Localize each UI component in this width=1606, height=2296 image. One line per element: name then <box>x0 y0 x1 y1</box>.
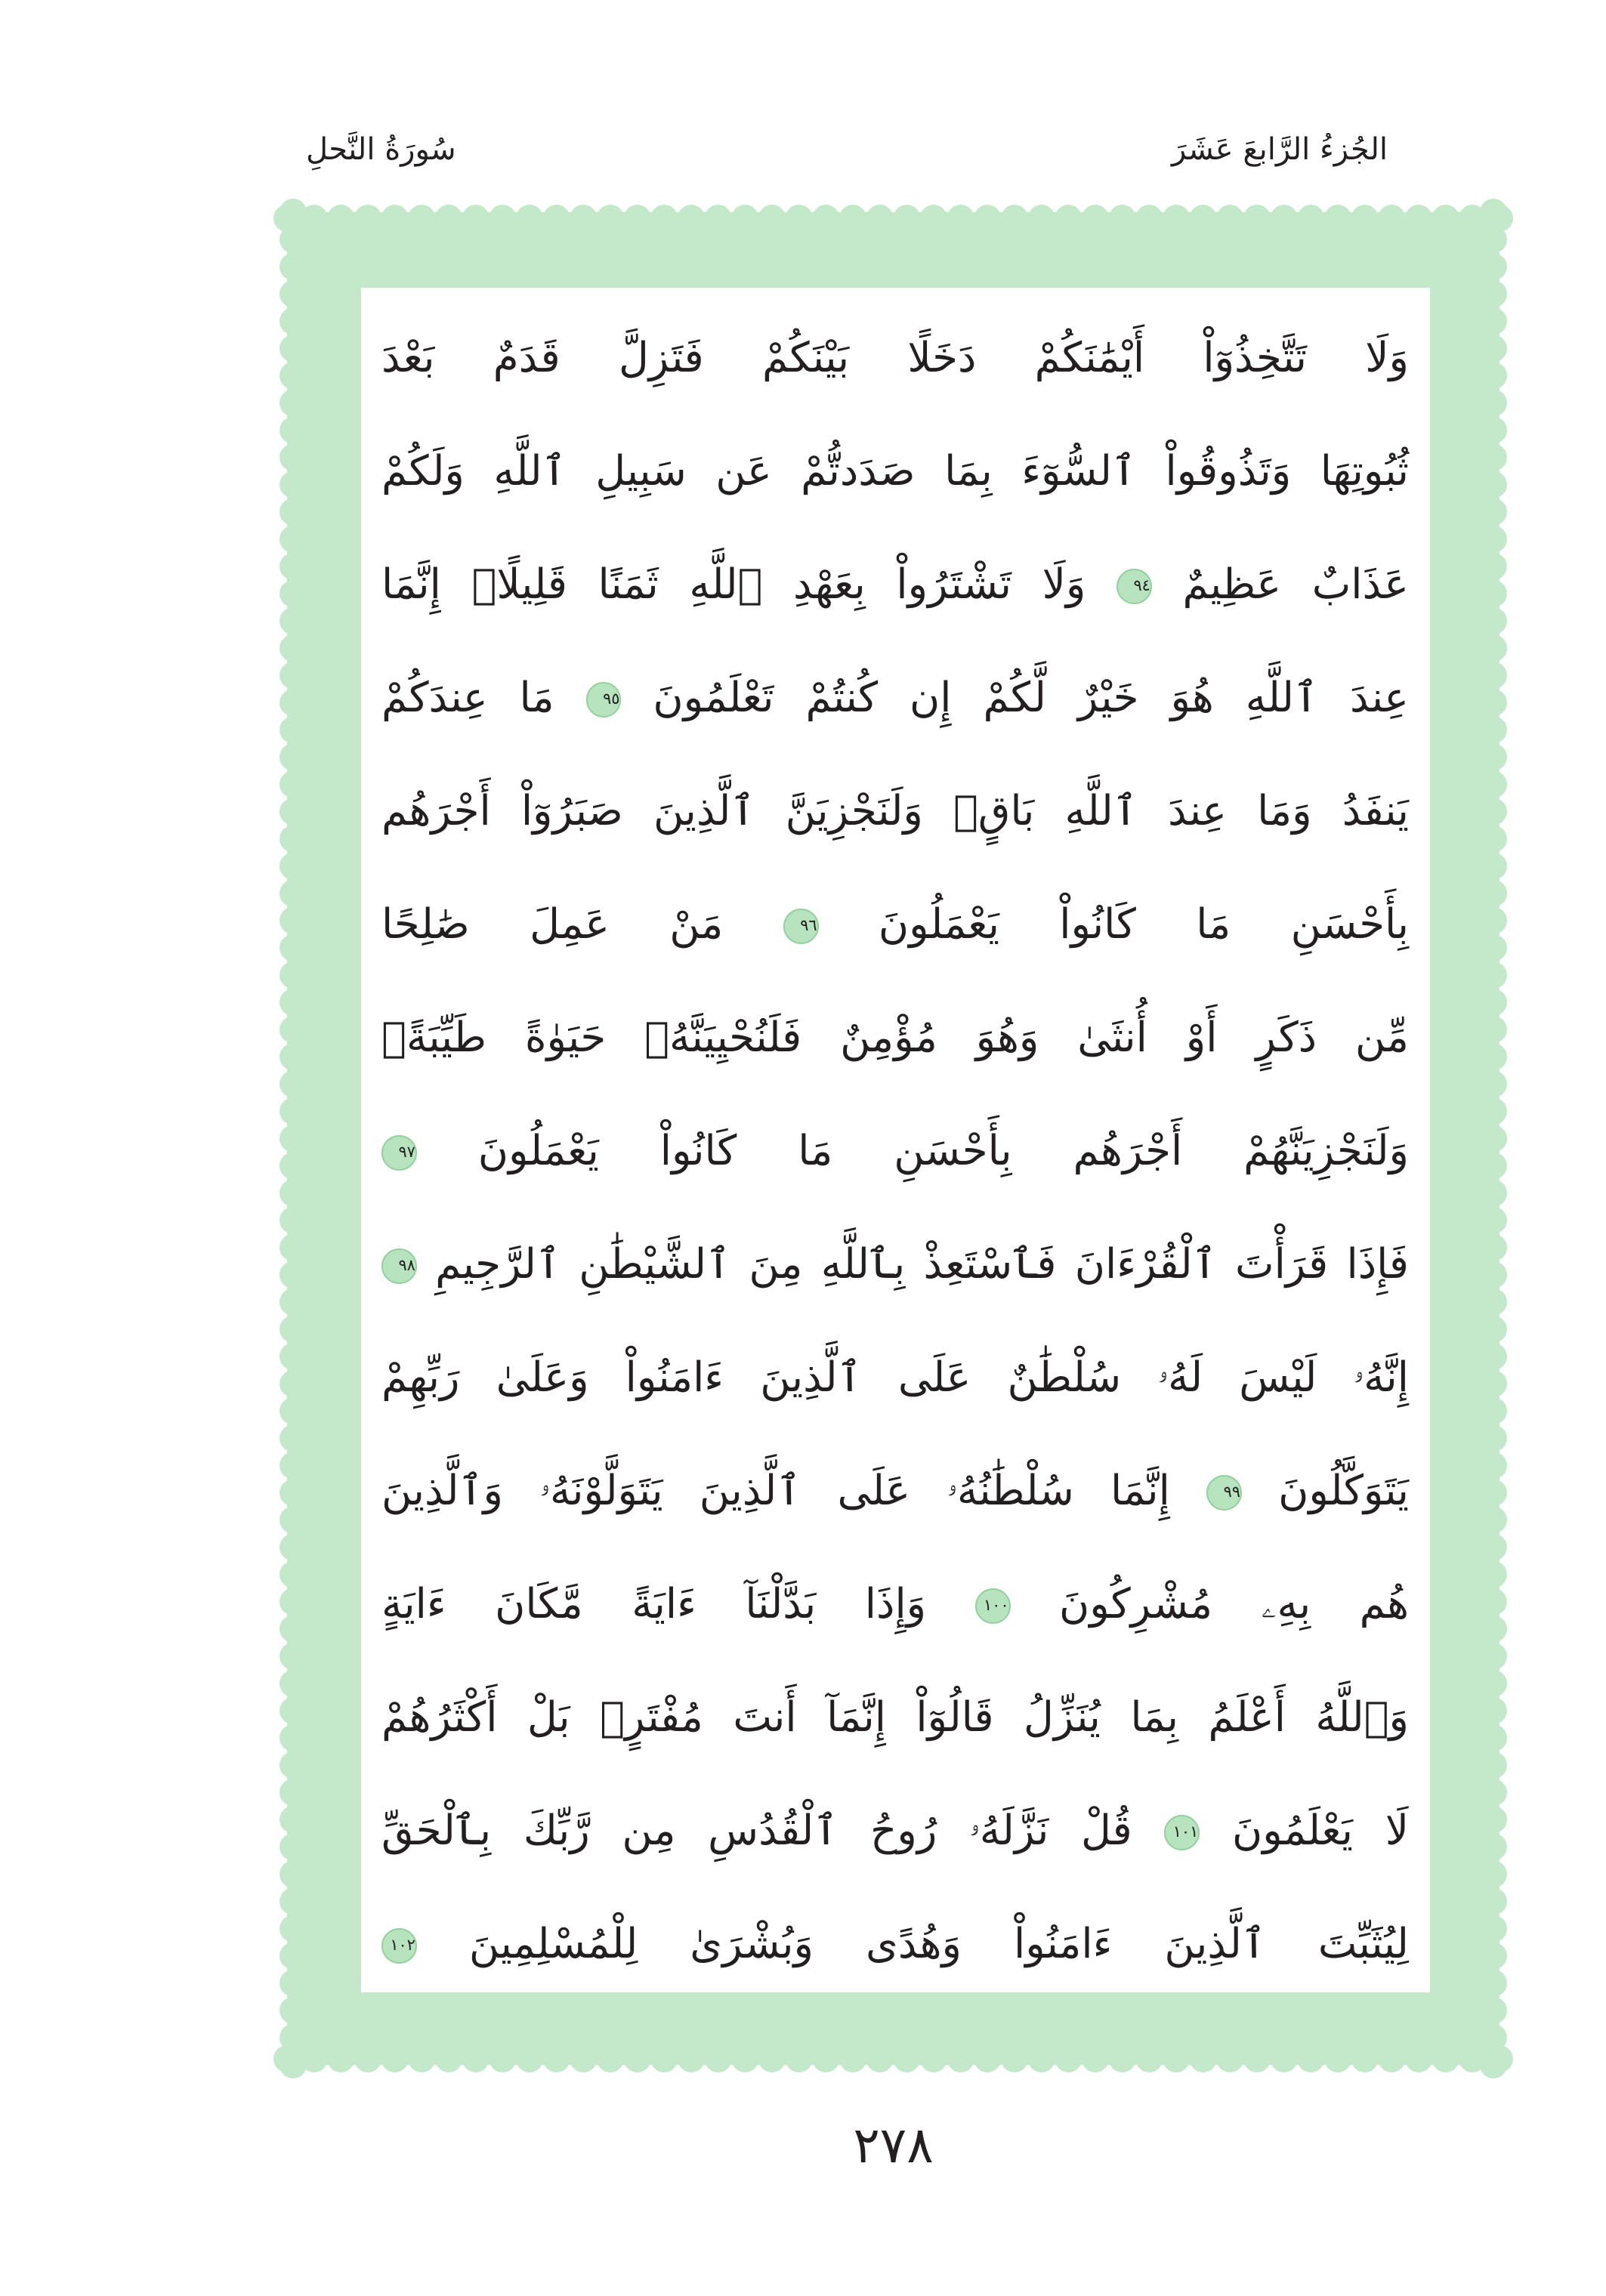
frame-scallop <box>280 1670 307 1697</box>
frame-scallop <box>920 2045 947 2072</box>
frame-scallop <box>1480 1452 1507 1479</box>
frame-scallop <box>731 205 758 232</box>
frame-scallop <box>516 2045 543 2072</box>
frame-scallop <box>1271 2045 1298 2072</box>
verse-text: وَلَا تَشْتَرُواْ بِعَهْدِ ٱللَّهِ ثَمَنًا قَلِيلًاۚ إِنَّمَا <box>381 560 1086 608</box>
line-content <box>381 1207 1409 1320</box>
frame-scallop <box>1480 1751 1507 1779</box>
frame-scallop <box>1480 1097 1507 1125</box>
frame-scallop <box>280 1097 307 1125</box>
frame-scallop <box>758 2045 786 2072</box>
frame-scallop <box>1480 307 1507 335</box>
juz-title: الجُزءُ الرَّابعَ عَشَرَ <box>1172 132 1388 167</box>
frame-scallop <box>280 362 307 389</box>
frame-scallop <box>758 205 786 232</box>
frame-scallop <box>1480 2051 1507 2078</box>
frame-scallop <box>1480 1588 1507 1616</box>
frame-scallop <box>1480 1561 1507 1588</box>
frame-scallop <box>280 307 307 335</box>
frame-scallop <box>280 2024 307 2051</box>
frame-scallop <box>947 2045 974 2072</box>
frame-scallop <box>1480 634 1507 662</box>
frame-scallop <box>1480 1970 1507 1997</box>
frame-scallop <box>1480 526 1507 553</box>
line-content <box>381 1887 1409 2000</box>
frame-scallop <box>280 417 307 444</box>
frame-scallop <box>1243 205 1271 232</box>
text-line-14 <box>381 1773 1409 1887</box>
frame-scallop <box>280 580 307 607</box>
verse-text: مَا عِندَكُمْ <box>381 673 554 721</box>
frame-scallop <box>1480 253 1507 280</box>
page-number: ٢٧٨ <box>853 2116 934 2174</box>
frame-scallop <box>327 2045 354 2072</box>
verse-text: لِيُثَبِّتَ ٱلَّذِينَ ءَامَنُواْ وَهُدًى وَبُشْرَىٰ لِلْمُسْلِمِينَ <box>468 1919 1409 1967</box>
frame-scallop <box>1480 1125 1507 1153</box>
frame-scallop <box>1378 205 1405 232</box>
frame-scallop <box>1480 1207 1507 1234</box>
frame-scallop <box>1432 205 1459 232</box>
frame-scallop <box>1480 2024 1507 2051</box>
text-line-12 <box>381 1547 1409 1660</box>
frame-scallop <box>1028 205 1055 232</box>
frame-scallop <box>1082 2045 1109 2072</box>
frame-scallop <box>1480 1643 1507 1670</box>
frame-scallop <box>839 2045 866 2072</box>
frame-scallop <box>705 205 732 232</box>
frame-scallop <box>1190 205 1217 232</box>
frame-scallop <box>280 444 307 471</box>
verse-text: وَإِذَا بَدَّلْنَآ ءَايَةً مَّكَانَ ءَايَةٍ <box>381 1579 927 1628</box>
frame-scallop <box>1480 1261 1507 1288</box>
frame-scallop <box>1480 934 1507 961</box>
line-content <box>381 754 1409 867</box>
frame-scallop <box>1378 2045 1405 2072</box>
ayah-number-marker: ٩٥ <box>586 682 622 718</box>
frame-scallop <box>1480 199 1507 226</box>
frame-scallop <box>839 205 866 232</box>
ayah-number-marker: ١٠٢ <box>381 1928 417 1964</box>
frame-scallop <box>280 771 307 798</box>
frame-scallop <box>1480 1697 1507 1724</box>
verse-text: يَتَوَكَّلُونَ <box>1278 1466 1410 1514</box>
frame-scallop <box>1480 1480 1507 1507</box>
frame-scallop <box>280 1806 307 1833</box>
frame-scallop <box>280 1480 307 1507</box>
frame-scallop <box>280 934 307 961</box>
frame-scallop <box>280 826 307 853</box>
frame-scallop <box>1190 2045 1217 2072</box>
verse-text: قُلْ نَزَّلَهُۥ رُوحُ ٱلْقُدُسِ مِن رَّبِّكَ بِٱلْحَقِّ <box>381 1806 1132 1854</box>
frame-scallop <box>1480 390 1507 417</box>
frame-scallop <box>280 390 307 417</box>
frame-scallop <box>280 1180 307 1207</box>
frame-scallop <box>1001 2045 1028 2072</box>
frame-scallop <box>1480 335 1507 362</box>
text-line-8 <box>381 1094 1409 1207</box>
frame-scallop <box>280 1234 307 1261</box>
verse-text: ثُبُوتِهَا وَتَذُوقُواْ ٱلسُّوٓءَ بِمَا صَدَدتُّمْ عَن سَبِيلِ ٱللَّهِ وَلَكُمْ <box>381 446 1409 495</box>
frame-scallop <box>1480 907 1507 934</box>
frame-scallop <box>280 1751 307 1779</box>
frame-scallop <box>570 2045 597 2072</box>
frame-scallop <box>1480 280 1507 307</box>
frame-scallop <box>280 907 307 934</box>
frame-scallop <box>1135 2045 1163 2072</box>
verse-text: إِنَّمَا سُلْطَٰنُهُۥ عَلَى ٱلَّذِينَ يَتَوَلَّوْنَهُۥ وَٱلَّذِينَ <box>381 1466 1170 1514</box>
frame-scallop <box>1480 1043 1507 1070</box>
frame-scallop <box>280 1507 307 1534</box>
frame-scallop <box>280 1724 307 1751</box>
frame-scallop <box>280 1288 307 1316</box>
text-line-2 <box>381 414 1409 527</box>
frame-scallop <box>786 2045 813 2072</box>
frame-scallop <box>1480 1288 1507 1316</box>
text-line-4 <box>381 640 1409 754</box>
text-line-15 <box>381 1887 1409 2000</box>
frame-scallop <box>280 1861 307 1888</box>
ayah-number-marker: ٩٨ <box>381 1248 417 1284</box>
frame-scallop <box>280 853 307 880</box>
ayah-number-marker: ٩٦ <box>783 909 819 944</box>
frame-scallop <box>280 199 307 226</box>
line-content <box>381 1094 1409 1207</box>
frame-scallop <box>280 1588 307 1616</box>
frame-scallop <box>1480 1833 1507 1860</box>
frame-scallop <box>280 716 307 743</box>
frame-scallop <box>280 1888 307 1915</box>
frame-scallop <box>624 2045 651 2072</box>
line-content <box>381 1320 1409 1433</box>
frame-scallop <box>893 2045 920 2072</box>
frame-scallop <box>1216 2045 1243 2072</box>
frame-scallop <box>650 2045 678 2072</box>
text-line-3 <box>381 527 1409 640</box>
frame-scallop <box>1297 205 1324 232</box>
frame-scallop <box>1480 1370 1507 1397</box>
frame-scallop <box>1405 205 1432 232</box>
frame-scallop <box>1480 1343 1507 1370</box>
frame-scallop <box>1480 1724 1507 1751</box>
frame-scallop <box>280 1343 307 1370</box>
frame-scallop <box>1432 2045 1459 2072</box>
frame-scallop <box>354 205 381 232</box>
frame-scallop <box>1480 853 1507 880</box>
frame-scallop <box>920 205 947 232</box>
frame-scallop <box>280 1070 307 1097</box>
frame-scallop <box>1480 662 1507 689</box>
frame-scallop <box>1109 2045 1136 2072</box>
frame-scallop <box>280 253 307 280</box>
frame-scallop <box>1297 2045 1324 2072</box>
frame-scallop <box>866 2045 894 2072</box>
frame-scallop <box>1480 989 1507 1016</box>
frame-scallop <box>280 1316 307 1343</box>
frame-scallop <box>462 2045 490 2072</box>
text-line-6 <box>381 867 1409 980</box>
line-content <box>381 1773 1409 1887</box>
frame-scallop <box>705 2045 732 2072</box>
verse-text: إِنَّهُۥ لَيْسَ لَهُۥ سُلْطَٰنٌ عَلَى ٱلَّذِينَ ءَامَنُواْ وَعَلَىٰ رَبِّهِمْ <box>381 1353 1409 1401</box>
frame-scallop <box>597 2045 624 2072</box>
frame-scallop <box>1480 1888 1507 1915</box>
frame-scallop <box>280 1261 307 1288</box>
verse-text: عِندَ ٱللَّهِ هُوَ خَيْرٌ لَّكُمْ إِن كُنتُمْ تَعْلَمُونَ <box>653 673 1409 721</box>
line-content <box>381 527 1409 640</box>
frame-scallop <box>280 1561 307 1588</box>
frame-scallop <box>280 553 307 580</box>
frame-scallop <box>280 1915 307 1943</box>
frame-scallop <box>1480 1234 1507 1261</box>
frame-scallop <box>280 634 307 662</box>
frame-scallop <box>570 205 597 232</box>
frame-scallop <box>731 2045 758 2072</box>
frame-scallop <box>1480 1397 1507 1424</box>
frame-scallop <box>1055 2045 1082 2072</box>
frame-scallop <box>812 205 839 232</box>
frame-scallop <box>408 2045 435 2072</box>
frame-scallop <box>893 205 920 232</box>
frame-scallop <box>1480 1534 1507 1561</box>
text-line-1 <box>381 301 1409 414</box>
frame-scallop <box>516 205 543 232</box>
frame-scallop <box>650 205 678 232</box>
frame-scallop <box>1480 961 1507 989</box>
quran-text-block <box>381 301 1409 2000</box>
frame-scallop <box>280 1370 307 1397</box>
frame-scallop <box>280 1997 307 2024</box>
frame-scallop <box>1480 1779 1507 1806</box>
frame-scallop <box>1480 744 1507 771</box>
frame-scallop <box>597 205 624 232</box>
frame-scallop <box>327 205 354 232</box>
frame-scallop <box>408 205 435 232</box>
line-content <box>381 301 1409 414</box>
text-line-10 <box>381 1320 1409 1433</box>
frame-scallop <box>280 1043 307 1070</box>
frame-scallop <box>280 1424 307 1452</box>
frame-scallop <box>1480 880 1507 907</box>
frame-scallop <box>1001 205 1028 232</box>
line-content <box>381 1433 1409 1547</box>
ayah-number-marker: ٩٤ <box>1116 569 1152 604</box>
frame-scallop <box>974 205 1001 232</box>
ayah-number-marker: ٩٧ <box>381 1135 417 1171</box>
frame-scallop <box>1480 1861 1507 1888</box>
frame-scallop <box>1480 1616 1507 1643</box>
frame-scallop <box>1480 689 1507 716</box>
frame-scallop <box>624 205 651 232</box>
frame-scallop <box>280 1397 307 1424</box>
frame-scallop <box>280 1153 307 1180</box>
verse-text: وَٱللَّهُ أَعْلَمُ بِمَا يُنَزِّلُ قَالُوٓاْ إِنَّمَآ أَنتَ مُفْتَرٍۚ بَلْ أَكْثَرُهُمْ <box>381 1693 1409 1741</box>
frame-scallop <box>280 989 307 1016</box>
text-line-5 <box>381 754 1409 867</box>
frame-scallop <box>280 1452 307 1479</box>
frame-scallop <box>1405 2045 1432 2072</box>
frame-scallop <box>280 1534 307 1561</box>
frame-scallop <box>280 471 307 498</box>
frame-scallop <box>280 280 307 307</box>
frame-scallop <box>1480 1424 1507 1452</box>
ayah-number-marker: ١٠٠ <box>975 1588 1011 1624</box>
verse-text: بِأَحْسَنِ مَا كَانُواْ يَعْمَلُونَ <box>878 900 1410 948</box>
frame-scallop <box>543 2045 570 2072</box>
verse-text: وَلَنَجْزِيَنَّهُمْ أَجْرَهُم بِأَحْسَنِ مَا كَانُواْ يَعْمَلُونَ <box>477 1126 1409 1174</box>
ayah-number-marker: ١٠١ <box>1164 1815 1200 1850</box>
frame-scallop <box>280 744 307 771</box>
text-line-9 <box>381 1207 1409 1320</box>
frame-scallop <box>1216 205 1243 232</box>
frame-scallop <box>280 2051 307 2078</box>
frame-scallop <box>1480 1806 1507 1833</box>
frame-scallop <box>1055 205 1082 232</box>
verse-text: هُم بِهِۦ مُشْرِكُونَ <box>1059 1579 1410 1628</box>
frame-scallop <box>489 205 516 232</box>
frame-scallop <box>1480 1016 1507 1043</box>
verse-text: وَلَا تَتَّخِذُوٓاْ أَيْمَٰنَكُمْ دَخَلًا بَيْنَكُمْ فَتَزِلَّ قَدَمٌ بَعْدَ <box>381 333 1409 381</box>
frame-scallop <box>1480 1943 1507 1970</box>
frame-scallop <box>1480 580 1507 607</box>
frame-scallop <box>812 2045 839 2072</box>
frame-scallop <box>1480 1997 1507 2024</box>
text-line-7 <box>381 980 1409 1094</box>
frame-scallop <box>435 2045 462 2072</box>
ayah-number-marker: ٩٩ <box>1206 1475 1242 1511</box>
frame-scallop <box>1480 417 1507 444</box>
frame-scallop <box>1163 205 1190 232</box>
line-content <box>381 640 1409 754</box>
frame-scallop <box>280 335 307 362</box>
verse-text: مِّن ذَكَرٍ أَوْ أُنثَىٰ وَهُوَ مُؤْمِنٌ فَلَنُحْيِيَنَّهُۥ حَيَوٰةً طَيِّبَةًۖ <box>381 1013 1409 1061</box>
frame-scallop <box>1082 205 1109 232</box>
frame-scallop <box>678 2045 705 2072</box>
frame-scallop <box>1135 205 1163 232</box>
frame-scallop <box>280 961 307 989</box>
frame-scallop <box>1480 362 1507 389</box>
verse-text: مَنْ عَمِلَ صَٰلِحًا <box>381 900 724 948</box>
frame-scallop <box>280 1125 307 1153</box>
frame-scallop <box>1480 553 1507 580</box>
frame-scallop <box>786 205 813 232</box>
frame-scallop <box>1480 1670 1507 1697</box>
surah-title: سُورَةُ النَّحلِ <box>306 132 456 167</box>
frame-scallop <box>1271 205 1298 232</box>
frame-scallop <box>280 798 307 826</box>
frame-scallop <box>280 689 307 716</box>
frame-scallop <box>1480 826 1507 853</box>
frame-scallop <box>1480 716 1507 743</box>
frame-scallop <box>280 1016 307 1043</box>
frame-scallop <box>1480 798 1507 826</box>
frame-scallop <box>1480 1153 1507 1180</box>
frame-scallop <box>1480 226 1507 253</box>
frame-scallop <box>381 205 409 232</box>
line-content <box>381 1547 1409 1660</box>
frame-scallop <box>1324 2045 1351 2072</box>
frame-scallop <box>678 205 705 232</box>
verse-text: عَذَابٌ عَظِيمٌ <box>1182 560 1409 608</box>
text-line-13 <box>381 1660 1409 1773</box>
frame-scallop <box>1351 205 1379 232</box>
frame-scallop <box>280 526 307 553</box>
frame-scallop <box>1351 2045 1379 2072</box>
frame-scallop <box>354 2045 381 2072</box>
frame-scallop <box>280 1779 307 1806</box>
frame-scallop <box>1480 1915 1507 1943</box>
verse-text: يَنفَدُ وَمَا عِندَ ٱللَّهِ بَاقٍۗ وَلَنَجْزِيَنَّ ٱلَّذِينَ صَبَرُوٓاْ أَجْرَهُم <box>381 786 1409 835</box>
frame-scallop <box>435 205 462 232</box>
frame-scallop <box>280 662 307 689</box>
frame-scallop <box>1480 498 1507 526</box>
frame-scallop <box>280 1943 307 1970</box>
frame-scallop <box>280 1616 307 1643</box>
frame-scallop <box>489 2045 516 2072</box>
frame-scallop <box>1324 205 1351 232</box>
frame-scallop <box>280 1207 307 1234</box>
frame-scallop <box>866 205 894 232</box>
frame-scallop <box>280 498 307 526</box>
line-content <box>381 980 1409 1094</box>
frame-scallop <box>1480 1180 1507 1207</box>
frame-scallop <box>1480 471 1507 498</box>
verse-text: فَإِذَا قَرَأْتَ ٱلْقُرْءَانَ فَٱسْتَعِذْ بِٱللَّهِ مِنَ ٱلشَّيْطَٰنِ ٱلرَّجِيمِ <box>435 1239 1409 1288</box>
frame-scallop <box>280 1643 307 1670</box>
frame-scallop <box>381 2045 409 2072</box>
frame-scallop <box>280 607 307 634</box>
frame-scallop <box>280 1697 307 1724</box>
frame-scallop <box>280 880 307 907</box>
frame-scallop <box>974 2045 1001 2072</box>
frame-scallop <box>280 1833 307 1860</box>
line-content <box>381 414 1409 527</box>
frame-scallop <box>280 1970 307 1997</box>
frame-scallop <box>1163 2045 1190 2072</box>
line-content <box>381 867 1409 980</box>
frame-scallop <box>1480 1316 1507 1343</box>
frame-scallop <box>1480 444 1507 471</box>
frame-scallop <box>280 226 307 253</box>
frame-scallop <box>1028 2045 1055 2072</box>
frame-scallop <box>1480 1507 1507 1534</box>
line-content <box>381 1660 1409 1773</box>
frame-scallop <box>462 205 490 232</box>
frame-scallop <box>1243 2045 1271 2072</box>
frame-scallop <box>1480 1070 1507 1097</box>
frame-scallop <box>1480 771 1507 798</box>
frame-scallop <box>1109 205 1136 232</box>
frame-scallop <box>947 205 974 232</box>
text-line-11 <box>381 1433 1409 1547</box>
verse-text: لَا يَعْلَمُونَ <box>1231 1806 1409 1854</box>
frame-scallop <box>543 205 570 232</box>
frame-scallop <box>1480 607 1507 634</box>
